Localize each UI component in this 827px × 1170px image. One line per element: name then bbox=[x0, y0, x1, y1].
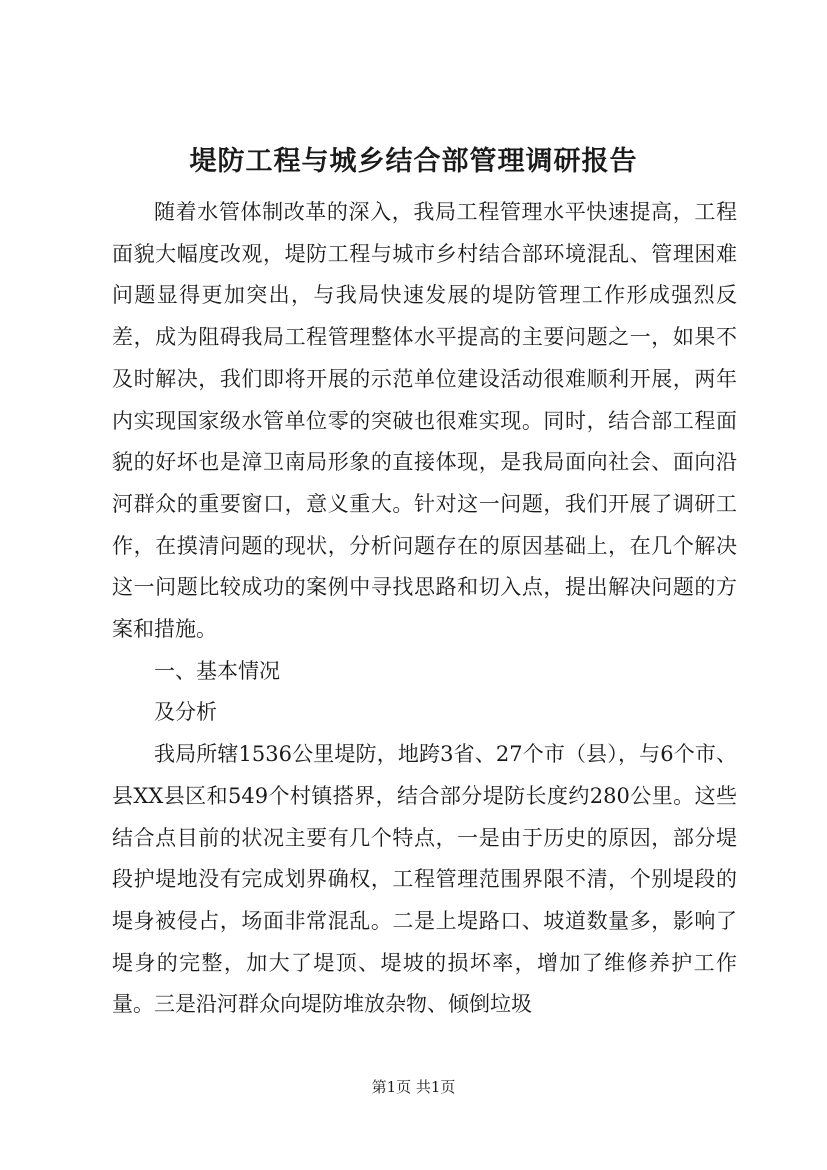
section-paragraph: 我局所辖1536公里堤防，地跨3省、27个市（县），与6个市、县XX县区和549个村镇搭界，结合部分堤防长度约280公里。这些结合点目前的状况主要有几个特点，一是由于历史的原因，部分堤段护堤地没有完成划界确权，工程管理范围界限不清，个别堤段的堤身被侵占，场面非常混乱。二是上堤路口、坡道数量多，影响了堤身的完整，加大了堤顶、堤坡的损坏率，增加了维修养护工作量。三是沿河群众向堤防堆放杂物、倾倒垃圾 bbox=[112, 742, 737, 1017]
document-title: 堤防工程与城乡结合部管理调研报告 bbox=[189, 146, 638, 177]
page-footer: 第1页 共1页 bbox=[371, 1078, 456, 1096]
document-body bbox=[112, 192, 737, 1026]
section-heading: 一、基本情况 bbox=[154, 658, 280, 683]
intro-paragraph: 随着水管体制改革的深入，我局工程管理水平快速提高，工程面貌大幅度改观，堤防工程与城市乡村结合部环境混乱、管理困难问题显得更加突出，与我局快速发展的堤防管理工作形成强烈反差，成为阻碍我局工程管理整体水平提高的主要问题之一，如果不及时解决，我们即将开展的示范单位建设活动很难顺利开展，两年内实现国家级水管单位零的突破也很难实现。同时，结合部工程面貌的好坏也是漳卫南局形象的直接体现，是我局面向社会、面向沿河群众的重要窗口，意义重大。针对这一问题，我们开展了调研工作，在摸清问题的现状，分析问题存在的原因基础上，在几个解决这一问题比较成功的案例中寻找思路和切入点，提出解决问题的方案和措施。 bbox=[112, 200, 737, 642]
section-heading-continued: 及分析 bbox=[154, 700, 217, 725]
